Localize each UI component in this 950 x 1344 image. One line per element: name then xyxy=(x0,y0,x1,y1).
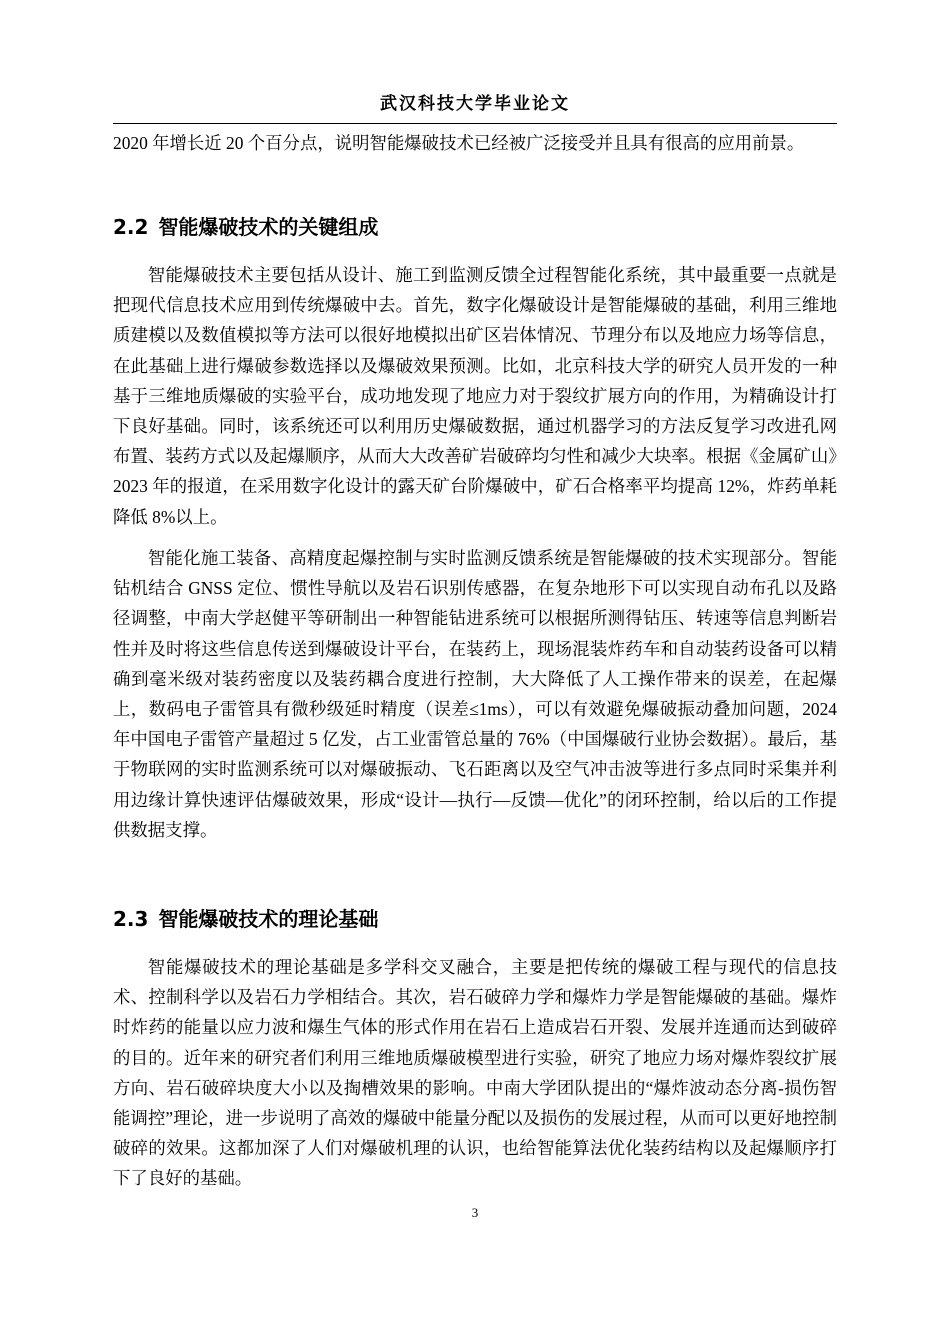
continuation-paragraph: 2020 年增长近 20 个百分点，说明智能爆破技术已经被广泛接受并且具有很高的应用前景。 xyxy=(113,133,805,153)
section-2-3-paragraph-1: 智能爆破技术的理论基础是多学科交叉融合，主要是把传统的爆破工程与现代的信息技术、控制科学以及岩石力学相结合。其次，岩石破碎力学和爆炸力学是智能爆破的基础。爆炸时炸药的能量以应力波和爆生气体的形式作用在岩石上造成岩石开裂、发展并连通而达到破碎的目的。近年来的研究者们利用三维地质爆破模型进行实验，研究了地应力场对爆炸裂纹扩展方向、岩石破碎块度大小以及掏槽效果的影响。中南大学团队提出的“爆炸波动态分离-损伤智能调控”理论，进一步说明了高效的爆破中能量分配以及损伤的发展过程，从而可以更好地控制破碎的效果。这都加深了人们对爆破机理的认识，也给智能算法优化装药结构以及起爆顺序打下了良好的基础。 xyxy=(113,957,837,1189)
section-number: 2.2 xyxy=(113,215,149,239)
section-title: 智能爆破技术的理论基础 xyxy=(158,907,379,931)
section-2-2-paragraph-1: 智能爆破技术主要包括从设计、施工到监测反馈全过程智能化系统，其中最重要一点就是把现代信息技术应用到传统爆破中去。首先，数字化爆破设计是智能爆破的基础，利用三维地质建模以及数值模拟等方法可以很好地模拟出矿区岩体情况、节理分布以及地应力场等信息，在此基础上进行爆破参数选择以及爆破效果预测。比如，北京科技大学的研究人员开发的一种基于三维地质爆破的实验平台，成功地发现了地应力对于裂纹扩展方向的作用，为精确设计打下良好基础。同时，该系统还可以利用历史爆破数据，通过机器学习的方法反复学习改进孔网布置、装药方式以及起爆顺序，从而大大改善矿岩破碎均匀性和减少大块率。根据《金属矿山》2023 年的报道，在采用数字化设计的露天矿台阶爆破中，矿石合格率平均提高 12%，炸药单耗降低 8%以上。 xyxy=(113,265,837,527)
header-rule xyxy=(113,123,837,124)
section-number: 2.3 xyxy=(113,907,149,931)
section-heading-2-2 xyxy=(113,211,837,243)
running-header: 武汉科技大学毕业论文 xyxy=(380,94,570,114)
page-number: 3 xyxy=(471,1205,479,1220)
section-heading-2-3 xyxy=(113,903,837,935)
section-title: 智能爆破技术的关键组成 xyxy=(158,215,379,239)
section-2-2-paragraph-2: 智能化施工装备、高精度起爆控制与实时监测反馈系统是智能爆破的技术实现部分。智能钻机结合 GNSS 定位、惯性导航以及岩石识别传感器，在复杂地形下可以实现自动布孔以及路径调整，中南大学赵健平等研制出一种智能钻进系统可以根据所测得钻压、转速等信息判断岩性并及时将这些信息传送到爆破设计平台，在装药上，现场混装炸药车和自动装药设备可以精确到毫米级对装药密度以及装药耦合度进行控制，大大降低了人工操作带来的误差，在起爆上，数码电子雷管具有微秒级延时精度（误差≤1ms），可以有效避免爆破振动叠加问题，2024 年中国电子雷管产量超过 5 亿发，占工业雷管总量的 76%（中国爆破行业协会数据）。最后，基于物联网的实时监测系统可以对爆破振动、飞石距离以及空气冲击波等进行多点同时采集并利用边缘计算快速评估爆破效果，形成“设计—执行—反馈—优化”的闭环控制，给以后的工作提供数据支撑。 xyxy=(113,548,837,840)
